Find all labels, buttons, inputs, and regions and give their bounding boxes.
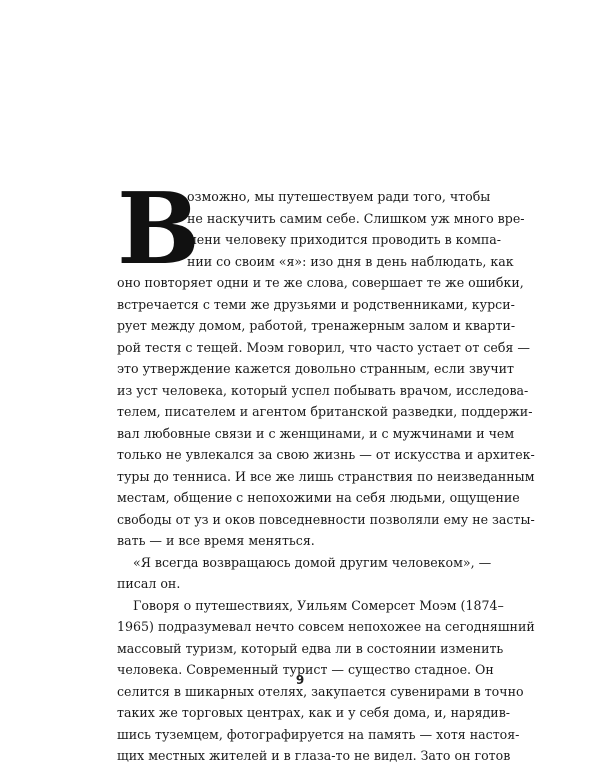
text-line: Говоря о путешествиях, Уильям Сомерсет Моэм (1874– [133,597,504,613]
text-line: местам, общение с непохожими на себя людьми, ощущение [117,490,520,505]
text-line: встречается с теми же друзьями и родственниками, курси- [117,296,515,312]
text-line: шись туземцем, фотографируется на память — хотя настоя- [117,726,520,742]
text-line: вать — и все время меняться. [117,533,315,548]
text-line: свободы от уз и оков повседневности позволяли ему не засты- [117,511,535,527]
text-line: нии со своим «я»: изо дня в день наблюдать, как [187,253,514,269]
drop-cap: В [117,172,200,287]
text-line: массовый туризм, который едва ли в состоянии изменить [117,640,504,656]
text-line: человека. Современный турист — существо стадное. Он [117,662,494,677]
text-line: только не увлекался за свою жизнь — от искусства и архитек- [117,447,535,462]
text-line: таких же торговых центрах, как и у себя дома, и, нарядив- [117,705,511,720]
text-line: мени человеку приходится проводить в компа- [187,232,502,247]
text-line: рой тестя с тещей. Моэм говорил, что часто устает от себя — [117,339,530,355]
page-number: 9 [295,673,305,687]
text-line: оно повторяет одни и те же слова, совершает те же ошибки, [117,275,524,290]
text-line: 1965) подразумевал нечто совсем непохожее на сегодняшний [117,619,535,634]
text-line: рует между домом, работой, тренажерным залом и кварти- [117,318,516,333]
text-line: вал любовные связи и с женщинами, и с мужчинами и чем [117,425,515,441]
text-line: щих местных жителей и в глаза-то не видел. Зато он готов [117,748,511,763]
text-line: «Я всегда возвращаюсь домой другим человеком», — [133,554,492,570]
text-line: не наскучить самим себе. Слишком уж много вре- [187,210,525,226]
text-line: озможно, мы путешествуем ради того, чтобы [187,189,491,204]
text-line: писал он. [117,576,181,591]
text-line: это утверждение кажется довольно странным, если звучит [117,361,515,376]
text-line: из уст человека, который успел побывать врачом, исследова- [117,382,529,398]
text-line: туры до тенниса. И все же лишь странствия по неизведанным [117,468,535,484]
text-line: телем, писателем и агентом британской разведки, поддержи- [117,404,533,419]
text-line: селится в шикарных отелях, закупается сувенирами в точно [117,683,524,699]
